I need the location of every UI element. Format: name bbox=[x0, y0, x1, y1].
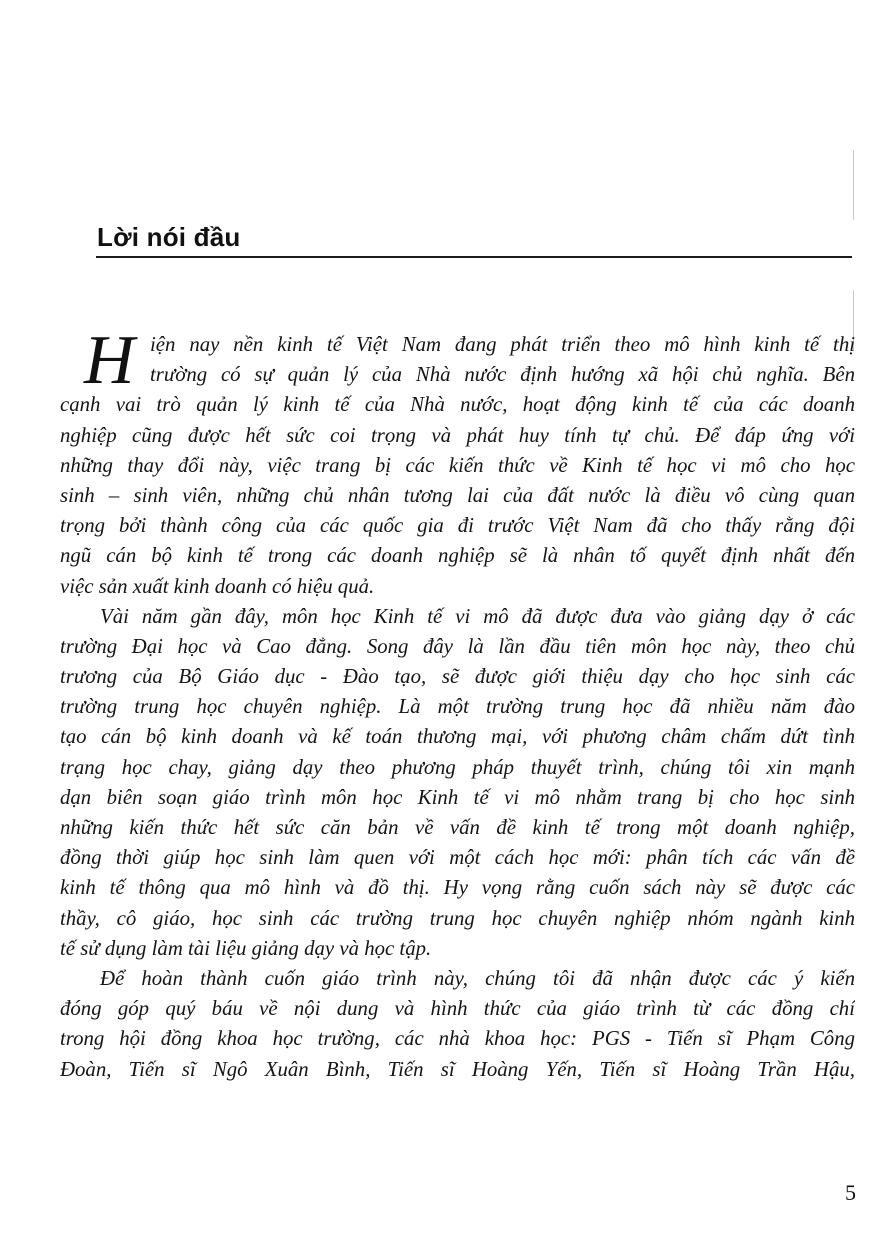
text-line: trường Đại học và Cao đẳng. Song đây là lần đầu tiên môn học này, theo chủ bbox=[60, 634, 855, 658]
text-line: trường trung học chuyên nghiệp. Là một trường trung học đã nhiều năm đào bbox=[60, 695, 855, 719]
page-title: Lời nói đầu bbox=[97, 222, 241, 252]
text-line: cạnh vai trò quản lý kinh tế của Nhà nước, hoạt động kinh tế của các doanh bbox=[60, 393, 855, 417]
text-line: trạng học chay, giảng dạy theo phương pháp thuyết trình, chúng tôi xin mạnh bbox=[60, 755, 855, 779]
title-underline-rule bbox=[96, 256, 852, 258]
text-line: trương của Bộ Giáo dục - Đào tạo, sẽ được giới thiệu dạy cho học sinh các bbox=[60, 665, 855, 689]
text-line: iện nay nền kinh tế Việt Nam đang phát triển theo mô hình kinh tế thị bbox=[150, 333, 855, 356]
text-line: nghiệp cũng được hết sức coi trọng và phát huy tính tự chủ. Để đáp ứng với bbox=[60, 423, 855, 447]
text-line: trọng bởi thành công của các quốc gia đi trước Việt Nam đã cho thấy rằng đội bbox=[60, 514, 855, 538]
text-line: Để hoàn thành cuốn giáo trình này, chúng tôi đã nhận được các ý kiến bbox=[100, 966, 855, 990]
drop-cap-letter: H bbox=[84, 322, 135, 399]
text-line: dạn biên soạn giáo trình môn học Kinh tế vi mô nhằm trang bị cho học sinh bbox=[60, 785, 855, 809]
text-line: sinh – sinh viên, những chủ nhân tương lai của đất nước là điều vô cùng quan bbox=[60, 483, 855, 507]
text-line: tế sử dụng làm tài liệu giảng dạy và học tập. bbox=[60, 936, 432, 960]
page-number: 5 bbox=[845, 1180, 856, 1205]
text-line: tạo cán bộ kinh doanh và kế toán thương mại, với phương châm chấm dứt tình bbox=[60, 725, 855, 749]
text-line: ngũ cán bộ kinh tế trong các doanh nghiệp sẽ là nhân tố quyết định nhất đến bbox=[60, 544, 855, 568]
text-line: việc sản xuất kinh doanh có hiệu quả. bbox=[60, 574, 375, 598]
text-line: đồng thời giúp học sinh làm quen với một cách học mới: phân tích các vấn đề bbox=[60, 846, 855, 870]
text-line: những kiến thức hết sức căn bản về vấn đề kinh tế trong một doanh nghiệp, bbox=[60, 816, 855, 839]
text-line: trường có sự quản lý của Nhà nước định hướng xã hội chủ nghĩa. Bên bbox=[150, 363, 855, 387]
text-line: đóng góp quý báu về nội dung và hình thức của giáo trình từ các đồng chí bbox=[60, 997, 855, 1021]
text-line: thầy, cô giáo, học sinh các trường trung học chuyên nghiệp nhóm ngành kinh bbox=[60, 906, 855, 930]
text-line: những thay đổi này, việc trang bị các kiến thức về Kinh tế học vi mô cho học bbox=[60, 453, 855, 477]
body-text bbox=[60, 330, 855, 1085]
text-line: Vài năm gần đây, môn học Kinh tế vi mô đã được đưa vào giảng dạy ở các bbox=[100, 604, 855, 628]
text-line: kinh tế thông qua mô hình và đồ thị. Hy vọng rằng cuốn sách này sẽ được các bbox=[60, 876, 855, 900]
text-line: Đoàn, Tiến sĩ Ngô Xuân Bình, Tiến sĩ Hoàng Yến, Tiến sĩ Hoàng Trần Hậu, bbox=[60, 1057, 855, 1081]
text-line: trong hội đồng khoa học trường, các nhà khoa học: PGS - Tiến sĩ Phạm Công bbox=[60, 1027, 855, 1051]
scan-edge-mark-top bbox=[853, 150, 854, 220]
